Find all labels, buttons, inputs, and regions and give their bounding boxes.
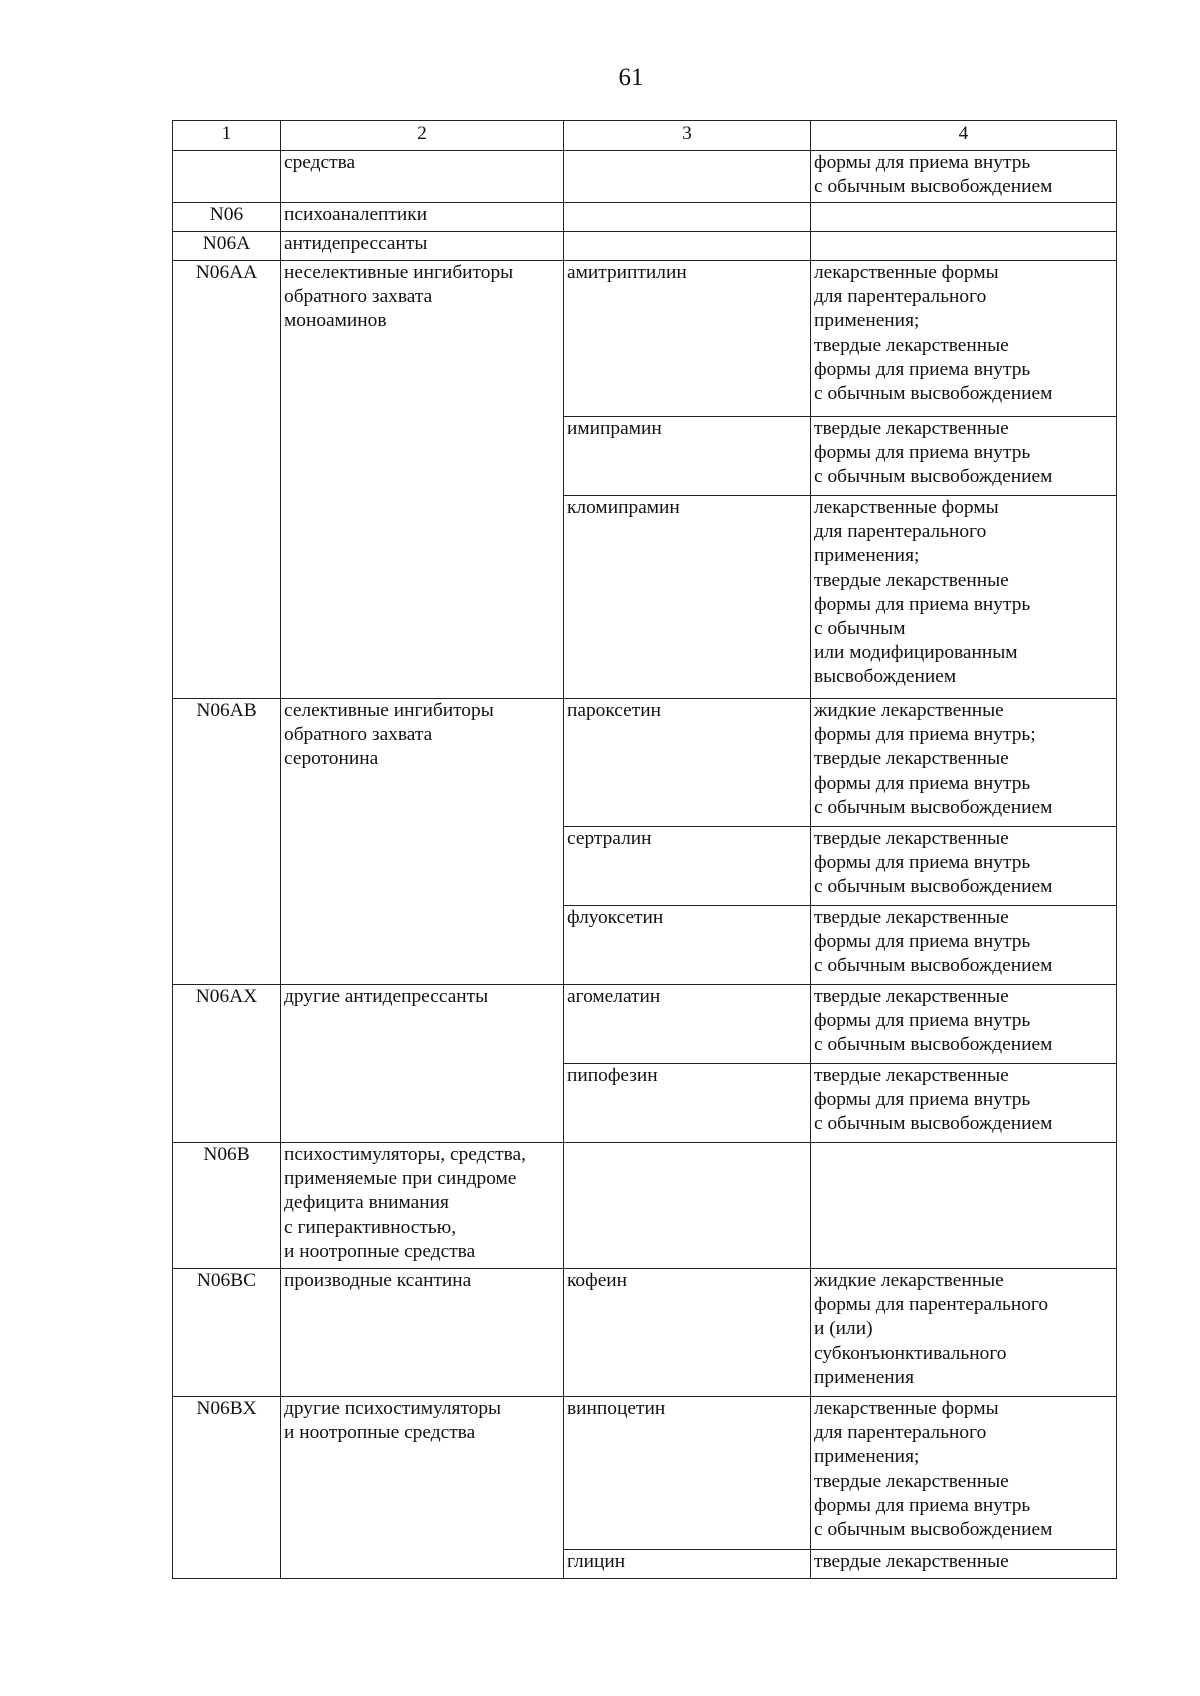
table-row (173, 1397, 1117, 1550)
header-col-1: 1 (173, 121, 281, 151)
group-name: психоаналептики (281, 203, 564, 232)
table-row (173, 1143, 1117, 1269)
drug-name: кломипрамин (564, 496, 811, 699)
drug-name: сертралин (564, 827, 811, 906)
dosage-form: твердые лекарственные формы для приема внутрь с обычным высвобождением (811, 417, 1117, 496)
table-row (173, 151, 1117, 203)
header-col-4: 4 (811, 121, 1117, 151)
drug-name (564, 203, 811, 232)
table-row (173, 699, 1117, 827)
drug-name (564, 151, 811, 203)
dosage-form (811, 1143, 1117, 1269)
group-name: средства (281, 151, 564, 203)
dosage-form: лекарственные формы для парентерального применения; твердые лекарственные формы для приема внутрь с обычным высвобождением (811, 261, 1117, 417)
atc-code (173, 151, 281, 203)
dosage-form: лекарственные формы для парентерального применения; твердые лекарственные формы для приема внутрь с обычным высвобождением (811, 1397, 1117, 1550)
dosage-form: твердые лекарственные (811, 1550, 1117, 1579)
drug-name: пипофезин (564, 1064, 811, 1143)
drug-name: винпоцетин (564, 1397, 811, 1550)
atc-code: N06BX (173, 1397, 281, 1579)
drug-name (564, 232, 811, 261)
page-number: 61 (618, 64, 644, 91)
group-name: селективные ингибиторы обратного захвата серотонина (281, 699, 564, 985)
dosage-form: твердые лекарственные формы для приема внутрь с обычным высвобождением (811, 985, 1117, 1064)
table-header-row (173, 121, 1117, 151)
group-name: производные ксантина (281, 1269, 564, 1397)
header-col-2: 2 (281, 121, 564, 151)
table-row (173, 232, 1117, 261)
dosage-form: формы для приема внутрь с обычным высвобождением (811, 151, 1117, 203)
drug-name (564, 1143, 811, 1269)
table-row (173, 203, 1117, 232)
atc-code: N06AA (173, 261, 281, 699)
group-name: неселективные ингибиторы обратного захвата моноаминов (281, 261, 564, 699)
drug-table (172, 120, 1117, 1579)
atc-code: N06AB (173, 699, 281, 985)
group-name: другие психостимуляторы и ноотропные средства (281, 1397, 564, 1579)
drug-name: амитриптилин (564, 261, 811, 417)
drug-name: кофеин (564, 1269, 811, 1397)
table-row (173, 261, 1117, 417)
atc-code: N06B (173, 1143, 281, 1269)
group-name: антидепрессанты (281, 232, 564, 261)
dosage-form: лекарственные формы для парентерального применения; твердые лекарственные формы для приема внутрь с обычным или модифицированным высвобождением (811, 496, 1117, 699)
atc-code: N06A (173, 232, 281, 261)
dosage-form: жидкие лекарственные формы для парентерального и (или) субконъюнктивального применения (811, 1269, 1117, 1397)
atc-code: N06AX (173, 985, 281, 1143)
table-row (173, 1269, 1117, 1397)
dosage-form (811, 232, 1117, 261)
group-name: другие антидепрессанты (281, 985, 564, 1143)
atc-code: N06 (173, 203, 281, 232)
header-col-3: 3 (564, 121, 811, 151)
dosage-form: твердые лекарственные формы для приема внутрь с обычным высвобождением (811, 827, 1117, 906)
dosage-form: твердые лекарственные формы для приема внутрь с обычным высвобождением (811, 1064, 1117, 1143)
drug-name: флуоксетин (564, 906, 811, 985)
drug-name: пароксетин (564, 699, 811, 827)
table-row (173, 985, 1117, 1064)
group-name: психостимуляторы, средства, применяемые при синдроме дефицита внимания с гиперактивностью, и ноотропные средства (281, 1143, 564, 1269)
atc-code: N06BC (173, 1269, 281, 1397)
dosage-form: твердые лекарственные формы для приема внутрь с обычным высвобождением (811, 906, 1117, 985)
drug-name: имипрамин (564, 417, 811, 496)
drug-name: агомелатин (564, 985, 811, 1064)
dosage-form: жидкие лекарственные формы для приема внутрь; твердые лекарственные формы для приема внутрь с обычным высвобождением (811, 699, 1117, 827)
drug-name: глицин (564, 1550, 811, 1579)
dosage-form (811, 203, 1117, 232)
